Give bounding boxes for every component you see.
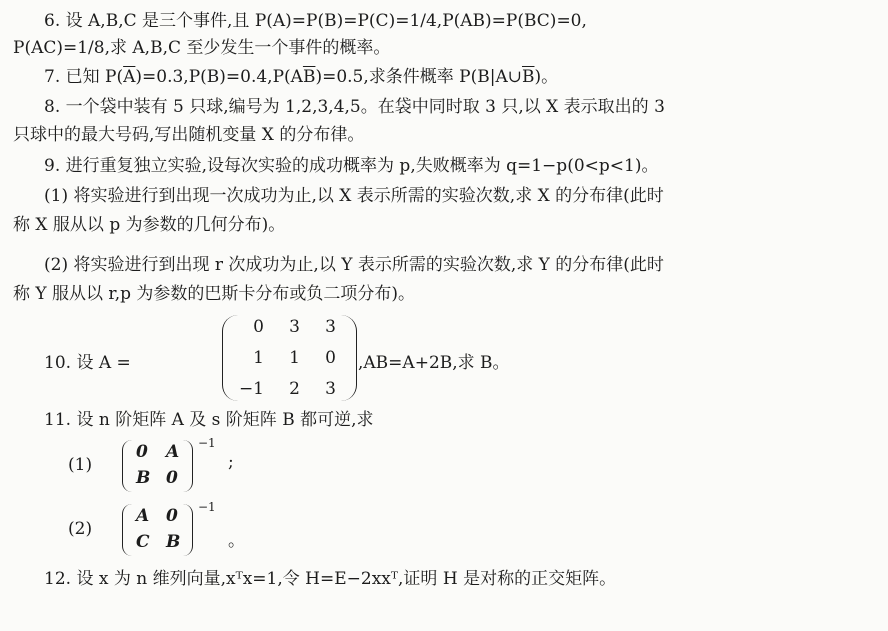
block2-cell: A xyxy=(136,506,150,526)
matrix-cell: 1 xyxy=(253,348,264,368)
q7-mid2: )=0.5,求条件概率 P(B|A∪ xyxy=(315,67,522,87)
block1-inverse-sup: −1 xyxy=(198,436,216,450)
block1-right-paren xyxy=(182,440,193,492)
block1-cell: 0 xyxy=(136,442,148,462)
q7-a-bar: $\overline{A}$ xyxy=(123,67,136,87)
q7-b2-bar: $\overline{B}$ xyxy=(521,67,535,87)
block2-left-paren xyxy=(122,504,133,556)
block2-cell: 0 xyxy=(166,506,178,526)
q10-label: 10. 设 A = xyxy=(44,353,131,373)
block1-tail: ; xyxy=(228,452,234,472)
block2-cell: B xyxy=(166,532,181,552)
q7-end: )。 xyxy=(534,67,559,87)
matrix-cell: 2 xyxy=(289,379,300,399)
q7-line xyxy=(44,66,558,88)
q6-line1: 6. 设 A,B,C 是三个事件,且 P(A)=P(B)=P(C)=1/4,P(AB)=P(BC)=0, xyxy=(44,11,587,31)
q6-line2: P(AC)=1/8,求 A,B,C 至少发生一个事件的概率。 xyxy=(13,38,391,58)
q9-part2-line2: 称 Y 服从以 r,p 为参数的巴斯卡分布或负二项分布)。 xyxy=(13,284,416,304)
q9-line: 9. 进行重复独立实验,设每次实验的成功概率为 p,失败概率为 q=1−p(0<p<1)。 xyxy=(44,156,659,176)
q8-line1: 8. 一个袋中装有 5 只球,编号为 1,2,3,4,5。在袋中同时取 3 只,以 X 表示取出的 3 xyxy=(44,97,665,117)
matrix-cell: 0 xyxy=(325,348,336,368)
block1-left-paren xyxy=(122,440,133,492)
matrix-cell: 3 xyxy=(325,317,336,337)
block2-cell: C xyxy=(136,532,150,552)
block1-cell: B xyxy=(136,468,151,488)
q9-part1-line2: 称 X 服从以 p 为参数的几何分布)。 xyxy=(13,215,286,235)
q7-pre: 7. 已知 P( xyxy=(44,67,124,87)
matrix-cell: 3 xyxy=(325,379,336,399)
q9-part1-line1: (1) 将实验进行到出现一次成功为止,以 X 表示所需的实验次数,求 X 的分布律(此时 xyxy=(44,186,664,206)
matrix-cell: 1 xyxy=(289,348,300,368)
q9-part2-line1: (2) 将实验进行到出现 r 次成功为止,以 Y 表示所需的实验次数,求 Y 的分布律(此时 xyxy=(44,255,664,275)
matrix-right-paren xyxy=(340,315,357,401)
q7-b-bar: $\overline{B}$ xyxy=(302,67,316,87)
matrix-cell: 0 xyxy=(253,317,264,337)
q11-line: 11. 设 n 阶矩阵 A 及 s 阶矩阵 B 都可逆,求 xyxy=(44,410,374,430)
block2-label: (2) xyxy=(68,519,93,539)
block2-right-paren xyxy=(182,504,193,556)
matrix-cell: 3 xyxy=(289,317,300,337)
block1-cell: 0 xyxy=(166,468,178,488)
q10-tail: ,AB=A+2B,求 B。 xyxy=(358,353,510,373)
block2-tail: 。 xyxy=(228,531,245,551)
block1-cell: A xyxy=(166,442,180,462)
q12-line: 12. 设 x 为 n 维列向量,xᵀx=1,令 H=E−2xxᵀ,证明 H 是对称的正交矩阵。 xyxy=(44,569,617,589)
matrix-cell: −1 xyxy=(238,379,264,399)
block2-inverse-sup: −1 xyxy=(198,500,216,514)
q7-mid: )=0.3,P(B)=0.4,P(A xyxy=(135,67,303,87)
q8-line2: 只球中的最大号码,写出随机变量 X 的分布律。 xyxy=(13,125,365,145)
block1-label: (1) xyxy=(68,455,93,475)
